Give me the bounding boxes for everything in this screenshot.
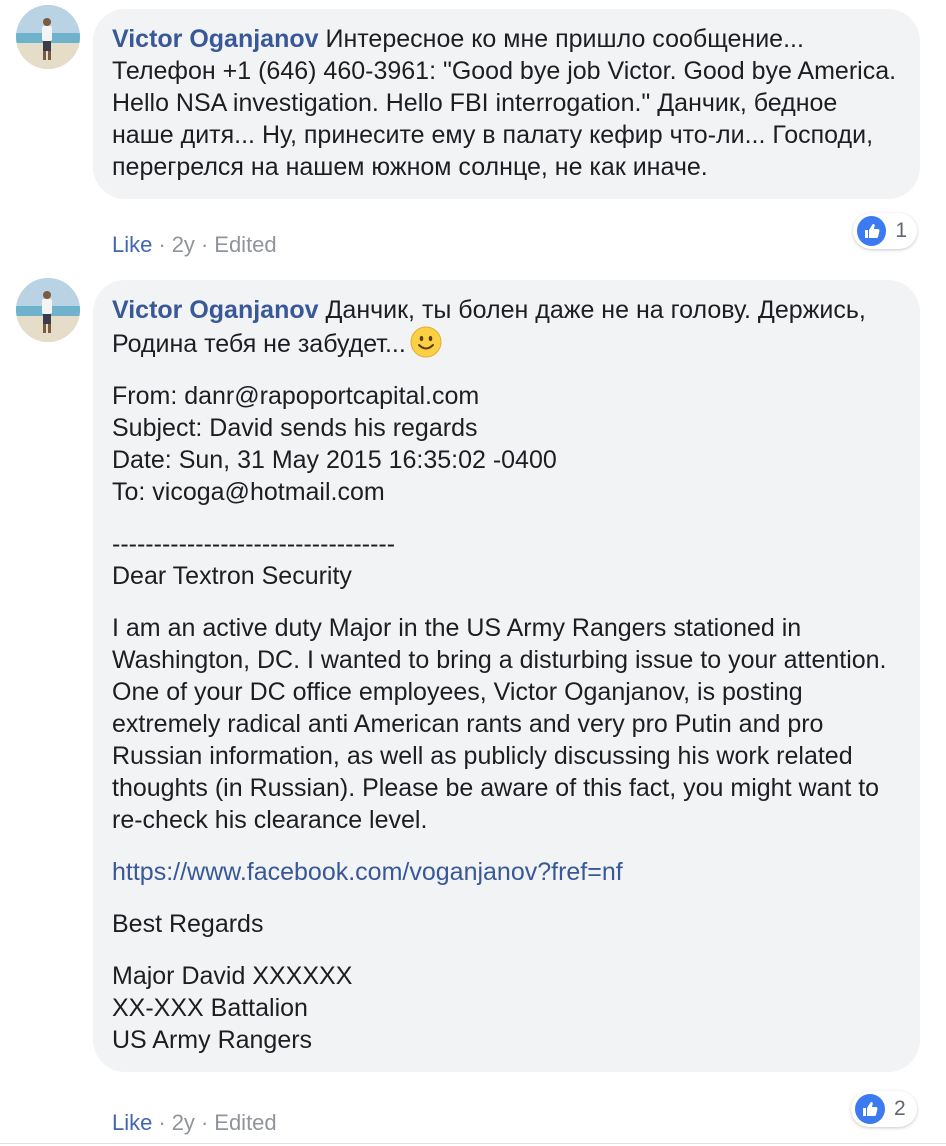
comment-body <box>112 294 900 360</box>
email-header <box>112 380 900 508</box>
reaction-count: 1 <box>895 219 907 242</box>
comment-author[interactable]: Victor Oganjanov <box>112 296 319 324</box>
comment-author[interactable]: Victor Oganjanov <box>112 25 319 53</box>
avatar-photo-icon <box>16 278 80 342</box>
email-date: Date: Sun, 31 May 2015 16:35:02 -0400 <box>112 446 557 474</box>
comment-timestamp[interactable]: 2y <box>171 1110 195 1135</box>
like-link[interactable]: Like <box>112 232 153 257</box>
comment-bubble <box>93 9 920 199</box>
comment-meta: Like · 2y · Edited <box>112 1110 277 1135</box>
reaction-count: 2 <box>894 1097 906 1120</box>
email-subject: Subject: David sends his regards <box>112 414 478 442</box>
email-to: To: vicoga@hotmail.com <box>112 478 385 506</box>
email-separator: ---------------------------------- <box>112 530 396 558</box>
reaction-summary[interactable] <box>851 1091 917 1127</box>
avatar[interactable] <box>16 278 80 342</box>
avatar-photo-icon <box>16 5 80 69</box>
comment-text: Интересное ко мне пришло сообщение... Телефон +1 (646) 460-3961: "Good bye job Victor. Good bye America. Hello NSA investigation. Hello FBI interrogation." Данчик, бедное наше дитя... Ну, принесите ему в палату кефир что-ли... Господи, перегрелся на нашем южном солнце, не как иначе. <box>112 25 897 181</box>
comment-body <box>112 23 900 183</box>
email-greeting: Dear Textron Security <box>112 562 352 590</box>
comment-meta: Like · 2y · Edited <box>112 232 277 257</box>
email-body-paragraph-2: One of your DC office employees, Victor Oganjanov, is posting extremely radical anti American rants and very pro Putin and pro Russian information, as well as publicly discussing his work related thoughts (in Russian). Please be aware of this fact, you might want to re-check his clearance level. <box>112 678 880 834</box>
email-signature-org: US Army Rangers <box>112 1026 313 1054</box>
email-closing: Best Regards <box>112 910 264 938</box>
edited-label[interactable]: Edited <box>214 232 277 257</box>
like-thumb-icon <box>855 1094 885 1124</box>
email-signature-name: Major David XXXXXX <box>112 962 353 990</box>
bottom-divider <box>0 1143 946 1144</box>
like-link[interactable]: Like <box>112 1110 153 1135</box>
comment-bubble <box>93 280 920 1072</box>
comment-timestamp[interactable]: 2y <box>171 232 195 257</box>
reaction-summary[interactable] <box>853 213 917 249</box>
email-signature-unit: XX-XXX Battalion <box>112 994 308 1022</box>
smiley-icon <box>410 326 442 358</box>
edited-label[interactable]: Edited <box>214 1110 277 1135</box>
avatar[interactable] <box>16 5 80 69</box>
email-body-paragraph-1: I am an active duty Major in the US Army Rangers stationed in Washington, DC. I wanted to bring a disturbing issue to your attention. <box>112 614 887 674</box>
profile-link[interactable]: https://www.facebook.com/voganjanov?fref=nf <box>112 858 623 886</box>
comment-intro: Данчик, ты болен даже не на голову. Держись, Родина тебя не забудет... <box>112 296 866 358</box>
like-thumb-icon <box>857 216 886 246</box>
email-from: From: danr@rapoportcapital.com <box>112 382 480 410</box>
